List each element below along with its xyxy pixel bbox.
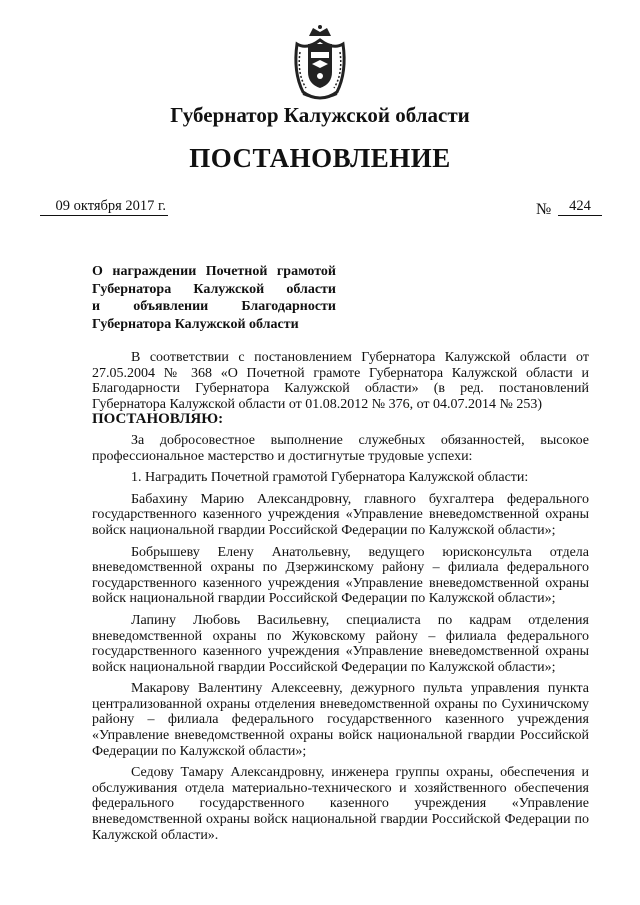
document-date: 09 октября 2017 г. [40,198,168,216]
number-label: № [536,201,552,218]
document-number: 424 [558,198,602,216]
awardee-paragraph: Бабахину Марию Александровну, главного бухгалтера федерального государственного казенного учреждения «Управление вневедомственной охраны войск национальной гвардии Российской Федерации по Калужской области»; [92,491,589,538]
document-subject [92,263,336,333]
document-body [92,350,589,843]
subject-line: и объявлении Благодарности [92,299,336,314]
preamble-paragraph: В соответствии с постановлением Губернатора Калужской области от 27.05.2004 № 368 «О Почетной грамоте Губернатора Калужской области и Благодарности Губернатора Калужской области» (в ред. постановлений Губернатора Калужской области от 01.08.2012 № 376, от 04.07.2014 № 253) [92,350,589,412]
kaluga-coat-of-arms-icon [289,22,351,102]
awardee-paragraph: Макарову Валентину Алексеевну, дежурного пульта управления пункта централизованной охраны отделения вневедомственной охраны по Сухиничскому району – филиала федерального государственного казенного учреждения «Управление вневедомственной охраны войск национальной гвардии Российской Федерации по Калужской области»; [92,681,589,759]
reason-paragraph: За добросовестное выполнение служебных обязанностей, высокое профессиональное мастерство и достигнутые трудовые успехи: [92,432,589,464]
issuing-authority: Губернатор Калужской области [170,103,470,127]
awardee-paragraph: Лапину Любовь Васильевну, специалиста по кадрам отделения вневедомственной охраны по Жуковскому району – филиала федерального государственного казенного учреждения «Управление вневедомственной охраны войск национальной гвардии Российской Федерации по Калужской области»; [92,612,589,675]
document-type: ПОСТАНОВЛЕНИЕ [189,143,451,173]
awardee-paragraph: Седову Тамару Александровну, инженера группы охраны, обеспечения и обслуживания отдела материально-технического и хозяйственного обеспечения федерального государственного казенного учреждения «Управление вневедомственной охраны войск национальной гвардии Российской Федерации по Калужской области». [92,765,589,843]
awardee-paragraph: Бобрышеву Елену Анатольевну, ведущего юрисконсульта отдела вневедомственной охраны по Дзержинскому району – филиала федерального государственного казенного учреждения «Управление вневедомственной охраны войск национальной гвардии Российской Федерации по Калужской области»; [92,544,589,607]
award-item-heading: 1. Наградить Почетной грамотой Губернатора Калужской области: [131,470,529,486]
subject-line: Губернатора Калужской области [92,316,299,332]
subject-line: Губернатора Калужской области [92,281,336,297]
subject-line: О награждении Почетной грамотой [92,264,336,279]
decree-word: ПОСТАНОВЛЯЮ: [92,411,224,428]
